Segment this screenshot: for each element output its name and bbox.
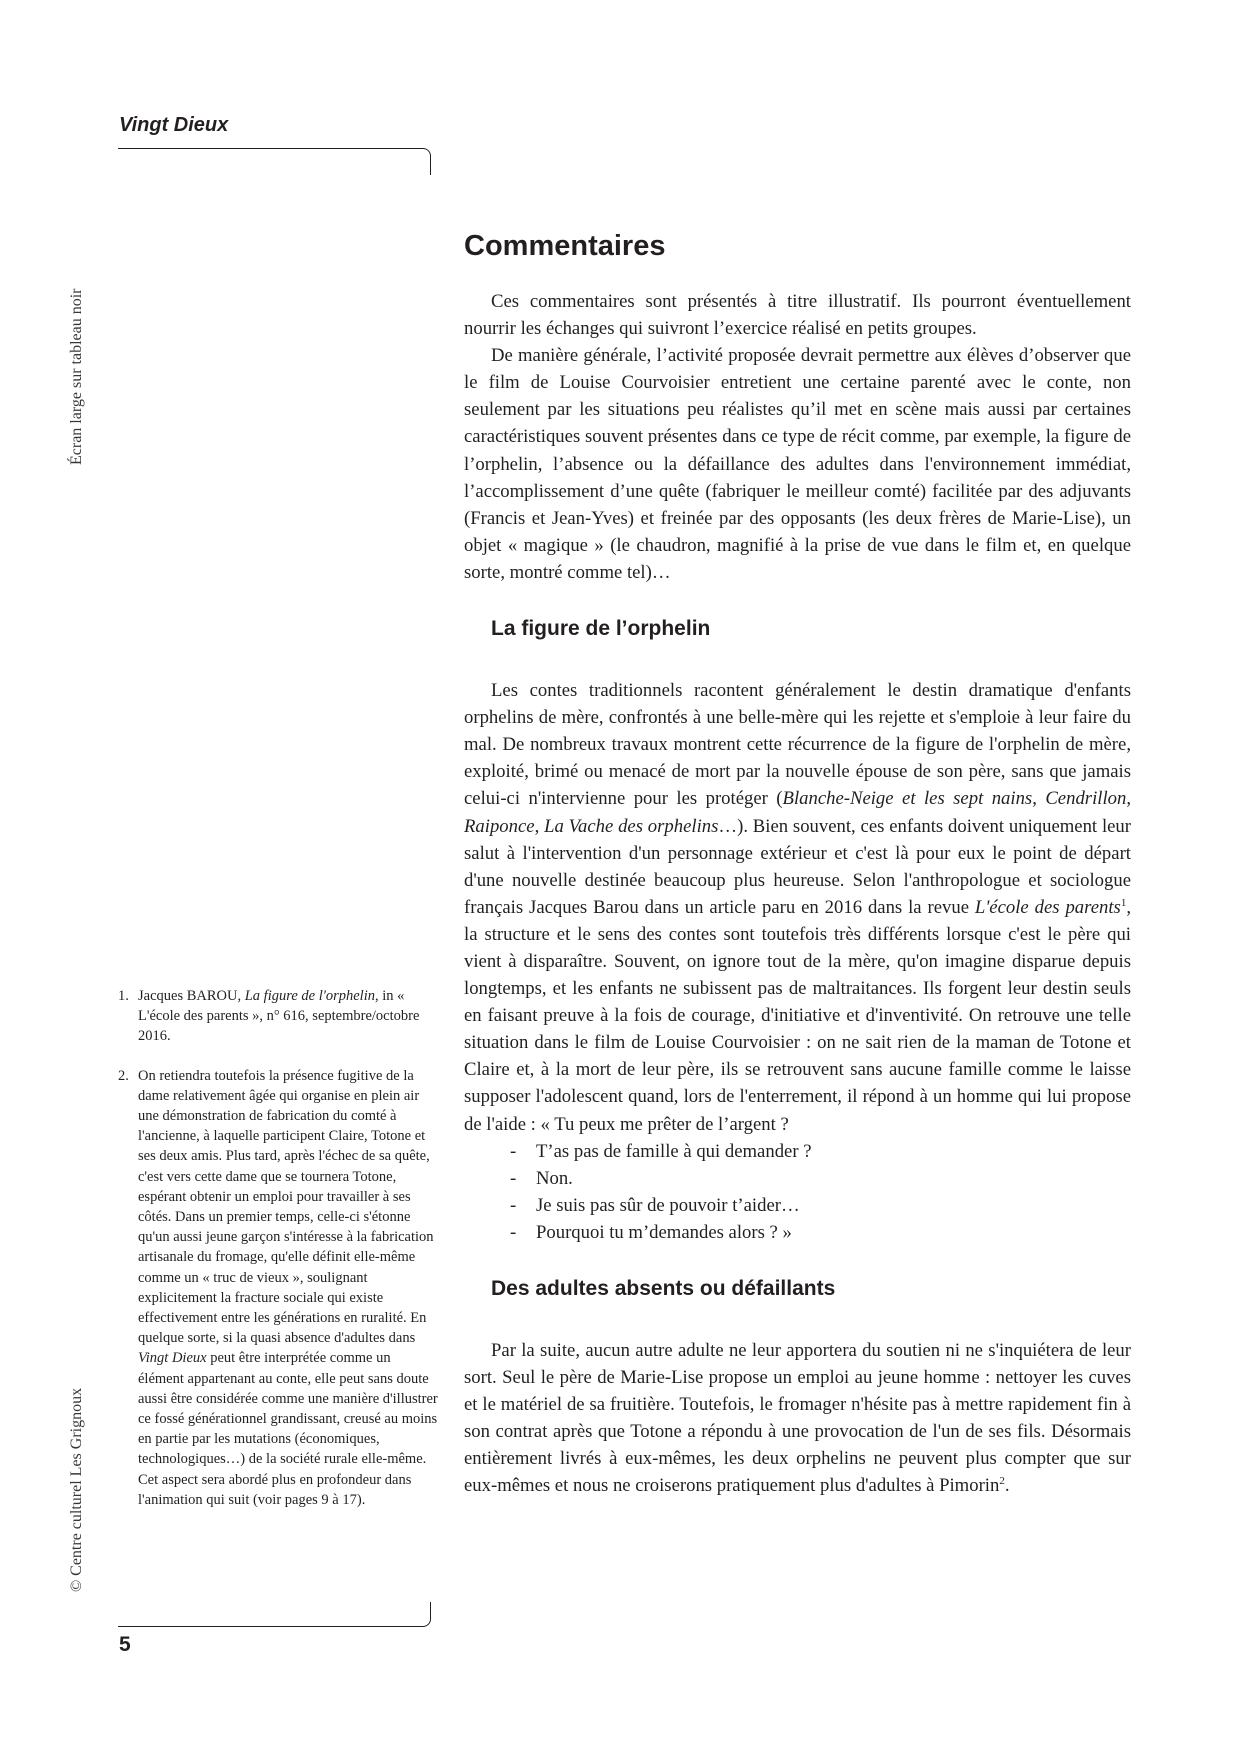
page-number: 5 [119, 1633, 131, 1656]
text-run: On retiendra toutefois la présence fugitive de la dame relativement âgée qui organise en plein air une démonstration de fabrication du comté à l'ancienne, à laquelle participent Claire, Totone et ses deux amis. Plus tard, après l'échec de sa quête, c'est vers cette dame que se tournera Totone, espérant obtenir un emploi pour travailler à ses côtés. Dans un premier temps, celle-ci s'étonne qu'un aussi jeune garçon s'intéresse à la fabrication artisanale du fromage, qu'elle définit elle-même comme un « truc de vieux », soulignant explicitement la fracture sociale qui existe effectivement entre les générations en ruralité. En quelque sorte, si la quasi absence d'adultes dans [138, 1067, 434, 1347]
footnote-text [138, 1066, 440, 1510]
text-run: Par la suite, aucun autre adulte ne leur apportera du soutien ni ne s'inquiétera de leur sort. Seul le père de Marie-Lise propose un emploi au jeune homme : nettoyer les cuves et le matériel de sa fruitière. Toutefois, le fromager n'hésite pas à mettre rapidement fin à son contrat après que Totone a répondu à une provocation de l'un de ses fils. Désormais entièrement livrés à eux-mêmes, les deux orphelins ne peuvent plus compter que sur eux-mêmes et nous ne croiserons pratiquement plus d'adultes à Pimorin [464, 1340, 1131, 1497]
text-run: , in « L'école des parents », n° 616, septembre/octobre 2016. [138, 988, 420, 1045]
dialogue-line [510, 1165, 1131, 1192]
subheading-orphan: La figure de l’orphelin [491, 617, 711, 641]
intro-paragraph [464, 288, 1131, 342]
footnote-number: 1. [118, 988, 129, 1004]
text-run: Les contes traditionnels racontent généralement le destin dramatique d'enfants orphelins de mère, confrontés à une belle-mère qui les rejette et s'emploie à leur faire du mal. De nombreux travaux montrent cette récurrence de la figure de l'orphelin de mère, exploité, brimé ou menacé de mort par la nouvelle épouse de son père, sans que jamais celui-ci n'intervienne pour les protéger ( [464, 680, 1131, 810]
dialogue-text: Pourquoi tu m’demandes alors ? » [536, 1221, 792, 1243]
footnote-marker: 2 [999, 1475, 1005, 1488]
title-reference: Blanche-Neige et les sept nains [782, 788, 1033, 810]
title-reference: Raiponce [464, 815, 535, 837]
text-run: Jacques BAROU, [138, 988, 245, 1004]
dialogue-list [464, 1138, 1131, 1246]
dialogue-line [510, 1219, 1131, 1246]
footnote-2 [118, 1066, 440, 1510]
page-title: Commentaires [464, 230, 666, 262]
footnotes-column [118, 986, 440, 1529]
dialogue-dash: - [510, 1167, 517, 1189]
header-frame-line [118, 148, 431, 175]
text-run: Ces commentaires sont présentés à titre illustratif. Ils pourront éventuellement nourrir les échanges qui suivront l’exercice réalisé en petits groupes. [464, 291, 1131, 340]
adults-paragraph [464, 1337, 1131, 1500]
dialogue-dash: - [510, 1140, 517, 1162]
dialogue-dash: - [510, 1221, 517, 1243]
text-run: , [1126, 788, 1131, 810]
intro-paragraph [464, 342, 1131, 586]
text-run: . [1004, 1475, 1010, 1497]
title-reference: La Vache des orphelins [544, 815, 719, 837]
dialogue-dash: - [510, 1194, 517, 1216]
dialogue-line [510, 1138, 1131, 1165]
dialogue-text: Je suis pas sûr de pouvoir t’aider… [536, 1194, 800, 1216]
sidebar-copyright: © Centre culturel Les Grignoux [68, 1387, 85, 1592]
footer-frame-line [118, 1602, 431, 1627]
orphan-paragraph [464, 677, 1131, 1138]
title-reference: Cendrillon [1045, 788, 1127, 810]
text-run: …). Bien souvent, ces enfants doivent uniquement leur salut à l'intervention d'un personnage extérieur et c'est là pour eux le point de départ d'une nouvelle destinée beaucoup plus heureuse. Selon l'anthropologue et sociologue français Jacques Barou dans un article paru en 2016 dans la revue [464, 815, 1131, 918]
footnote-marker: 1 [1120, 896, 1127, 909]
title-reference: La figure de l'orphelin [244, 988, 375, 1004]
dialogue-line [510, 1192, 1131, 1219]
sidebar-series-title: Écran large sur tableau noir [68, 288, 85, 465]
title-reference: Vingt Dieux [138, 1350, 207, 1367]
footnote-text [138, 986, 440, 1047]
title-reference: L'école des parents [974, 896, 1121, 918]
footnote-1 [118, 986, 440, 1047]
footnote-number: 2. [118, 1067, 129, 1084]
text-run: De manière générale, l’activité proposée devrait permettre aux élèves d’observer que le film de Louise Courvoisier entretient une certaine parenté avec le conte, non seulement par les situations peu réalistes qu’il met en scène mais aussi par certaines caractéristiques souvent présentes dans ce type de récit comme, par exemple, la figure de l’orphelin, l’absence ou la défaillance des adultes dans l'environnement immédiat, l’accomplissement d’une quête (fabriquer le meilleur comté) facilitée par des adjuvants (Francis et Jean-Yves) et freinée par des opposants (les deux frères de Marie-Lise), un objet « magique » (le chaudron, magnifié à la prise de vue dans le film et, en quelque sorte, montré comme tel)… [464, 345, 1131, 583]
dialogue-text: Non. [536, 1167, 573, 1189]
dialogue-text: T’as pas de famille à qui demander ? [536, 1140, 812, 1162]
text-run: , la structure et le sens des contes sont toutefois très différents lorsque c'est le père qui vient à disparaître. Souvent, on ignore tout de la mère, qu'on imagine disparue depuis longtemps, et les enfants ne subissent pas de maltraitances. Ils forgent leur destin seuls en faisant preuve à la fois de courage, d'initiative et d'inventivité. On retrouve une telle situation dans le film de Louise Courvoisier : on ne sait rien de la maman de Totone et Claire et, à la mort de leur père, ils se retrouvent sans aucune famille comme le laisse supposer l'adolescent quand, lors de l'enterrement, il répond à un homme qui lui propose de l'aide : « Tu peux me prêter de l’argent ? [464, 896, 1131, 1135]
running-header-title: Vingt Dieux [119, 114, 229, 136]
main-column [464, 224, 1131, 1500]
text-run: peut être interprétée comme un élément appartenant au conte, elle peut sans doute aussi être considérée comme une manière d'illustrer ce fossé générationnel grandissant, creusé au moins en partie par les mutations (économiques, technologiques…) de la société rurale elle-même. Cet aspect sera abordé plus en profondeur dans l'animation qui suit (voir pages 9 à 17). [138, 1350, 438, 1508]
subheading-adults: Des adultes absents ou défaillants [491, 1277, 836, 1300]
text-run: , [534, 815, 545, 837]
text-run: , [1032, 788, 1046, 810]
